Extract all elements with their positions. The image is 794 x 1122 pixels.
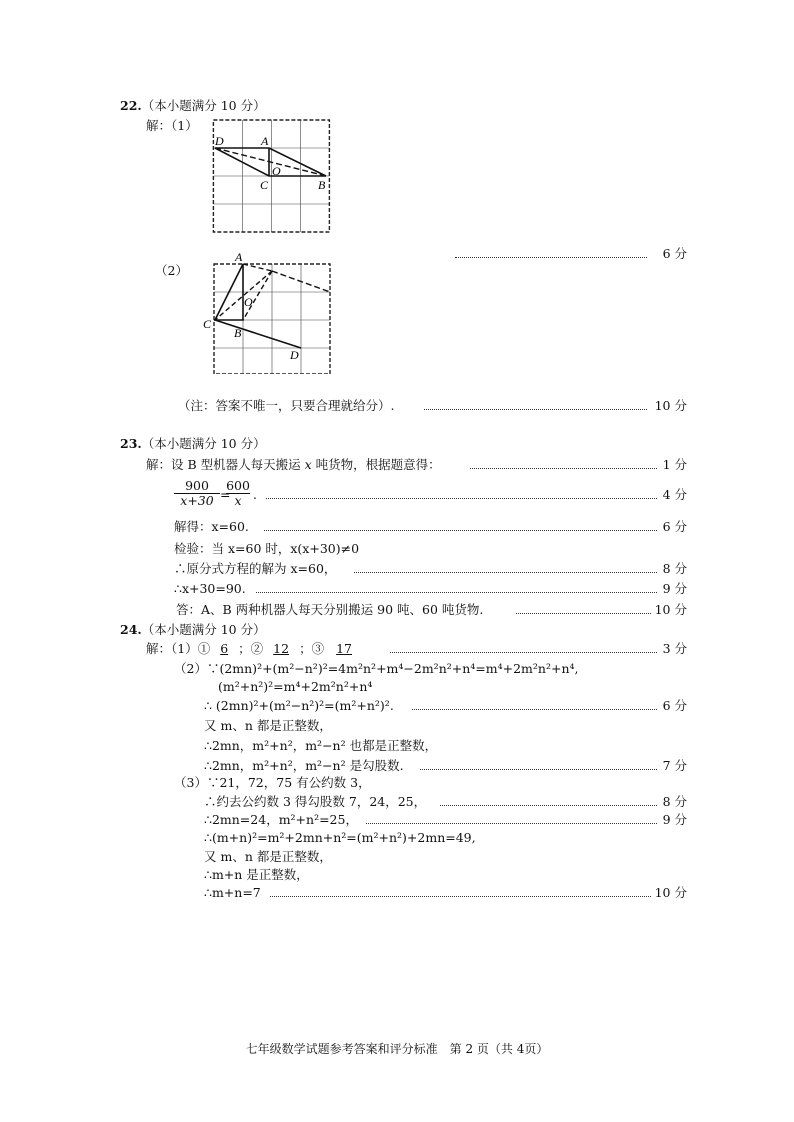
score: 7 分 — [662, 758, 687, 773]
score: 10 分 — [654, 885, 687, 900]
label-D-1: D — [215, 134, 224, 148]
dot-leader — [440, 805, 657, 806]
label-D-2: D — [290, 348, 299, 362]
fraction-denominator: x+30 — [180, 493, 214, 508]
label-A-2: A — [235, 250, 243, 264]
dot-leader — [354, 572, 657, 573]
q23-fraction-equals: = — [220, 487, 231, 502]
score: 6 分 — [662, 246, 687, 261]
q23-fraction-right — [226, 479, 250, 508]
q24-part1 — [146, 641, 364, 657]
q24-p3-line7: ∴m+n=7 — [204, 885, 261, 900]
dot-leader — [366, 823, 657, 824]
q24-p3-line1: （3）∵21，72，75 有公约数 3， — [174, 775, 371, 790]
dot-leader — [516, 613, 651, 614]
score: 10 分 — [654, 602, 687, 617]
dot-leader — [455, 257, 647, 258]
label-C-1: C — [260, 178, 269, 192]
q23-number: 23. — [120, 436, 142, 451]
score: 8 分 — [662, 561, 687, 576]
q24-p2-line5: ∴2mn，m²+n²，m²−n² 也都是正整数， — [204, 738, 438, 753]
q23-line1-text: 解：设 B 型机器人每天搬运 — [146, 457, 301, 472]
q23-score-row-10 — [516, 602, 687, 618]
q24-p3-line6: ∴m+n 是正整数， — [204, 867, 309, 882]
q22-points: （本小题满分 10 分） — [141, 98, 266, 113]
q22-note: （注：答案不唯一，只要合理就给分）. — [178, 398, 395, 413]
q24-points: （本小题满分 10 分） — [141, 622, 266, 637]
dot-leader — [420, 769, 657, 770]
separator: ；③ — [299, 641, 325, 656]
q24-header — [120, 622, 266, 638]
q24-p3-line5: 又 m、n 都是正整数， — [204, 849, 332, 864]
q24-p3-line3: ∴2mn=24，m²+n²=25， — [204, 812, 358, 827]
fraction-denominator: x — [234, 493, 242, 508]
q24-score-row-9 — [366, 812, 687, 828]
dot-leader — [266, 498, 657, 499]
q23-fraction-left — [174, 479, 220, 508]
score: 9 分 — [662, 581, 687, 596]
dot-leader — [270, 896, 651, 897]
q23-score-row-8 — [354, 561, 687, 577]
answer-blank-2: 12 — [273, 641, 290, 656]
q24-p2-line6: ∴2mn，m²+n²，m²−n² 是勾股数. — [204, 758, 404, 773]
score: 6 分 — [662, 519, 687, 534]
q24-score-row-3 — [390, 641, 687, 657]
score: 4 分 — [662, 487, 687, 502]
q24-score-row-8 — [440, 794, 687, 810]
dot-leader — [264, 530, 657, 531]
fraction-numerator: 900 — [174, 479, 220, 494]
score: 1 分 — [662, 457, 687, 472]
q22-header — [120, 98, 266, 114]
q22-figure-1 — [206, 116, 336, 242]
q23-fraction-end: . — [253, 487, 257, 502]
dot-leader — [390, 652, 657, 653]
label-A-1: A — [261, 134, 269, 148]
q22-figure-2 — [200, 248, 340, 374]
q24-p2-line4: 又 m、n 都是正整数， — [204, 718, 332, 733]
q22-part2-label: （2） — [155, 263, 188, 278]
dot-leader — [470, 468, 657, 469]
score: 6 分 — [662, 698, 687, 713]
grid-2 — [214, 264, 330, 374]
answer-blank-1: 6 — [220, 641, 229, 656]
q23-line1-tail: 吨货物，根据题意得： — [315, 457, 441, 472]
dot-leader — [256, 592, 657, 593]
label-B-1: B — [318, 178, 326, 192]
q24-part1-prefix: 解：（1）① — [146, 641, 211, 656]
label-B-2: B — [234, 326, 242, 340]
q23-score-row-6 — [264, 519, 687, 535]
q22-score-row-10 — [424, 398, 687, 414]
q24-p3-line4: ∴(m+n)²=m²+2mn+n²=(m²+n²)+2mn=49, — [204, 830, 476, 845]
q23-header — [120, 436, 266, 452]
q23-score-row-1 — [470, 457, 687, 473]
q23-line1-var: x — [304, 457, 312, 472]
page-footer: 七年级数学试题参考答案和评分标准 第 2 页（共 4页） — [245, 1042, 549, 1056]
q23-line1 — [146, 457, 441, 473]
diagonal-1 — [215, 148, 326, 176]
score: 8 分 — [662, 794, 687, 809]
dot-leader — [424, 409, 647, 410]
q24-score-row-10 — [270, 885, 687, 901]
q24-number: 24. — [120, 622, 142, 637]
label-C-2: C — [203, 317, 212, 331]
q24-score-row-7 — [420, 758, 687, 774]
q24-p2-line1: （2）∵(2mn)²+(m²−n²)²=4m²n²+m⁴−2m²n²+n⁴=m⁴+2m²n²+n⁴, — [174, 661, 579, 676]
answer-blank-3: 17 — [336, 641, 352, 656]
q22-part1-label: 解：（1） — [146, 118, 198, 133]
score: 10 分 — [654, 398, 687, 413]
q24-p2-line2: (m²+n²)²=m⁴+2m²n²+n⁴ — [218, 679, 373, 694]
q23-line4: 检验：当 x=60 时，x(x+30)≠0 — [174, 541, 360, 556]
q23-score-row-9 — [256, 581, 687, 597]
label-O-2: O — [244, 295, 253, 309]
q22-number: 22. — [120, 98, 142, 113]
q23-score-row-4 — [266, 487, 687, 503]
q24-p3-line2: ∴约去公约数 3 得勾股数 7，24，25， — [204, 794, 427, 809]
q22-score-row-6 — [455, 246, 687, 262]
q23-line3: 解得：x=60. — [174, 519, 249, 534]
q23-line6: ∴x+30=90. — [174, 581, 246, 596]
q23-line5: ∴原分式方程的解为 x=60， — [174, 561, 337, 576]
q23-points: （本小题满分 10 分） — [141, 436, 266, 451]
label-O-1: O — [272, 164, 281, 178]
separator: ；② — [238, 641, 264, 656]
q24-p2-line3: ∴ (2mn)²+(m²−n²)²=(m²+n²)². — [204, 698, 394, 713]
q23-line7: 答：A、B 两种机器人每天分别搬运 90 吨、60 吨货物. — [176, 602, 484, 617]
q24-score-row-6 — [412, 698, 687, 714]
score: 9 分 — [662, 812, 687, 827]
fraction-numerator: 600 — [226, 478, 250, 493]
dot-leader — [412, 709, 657, 710]
score: 3 分 — [662, 641, 687, 656]
